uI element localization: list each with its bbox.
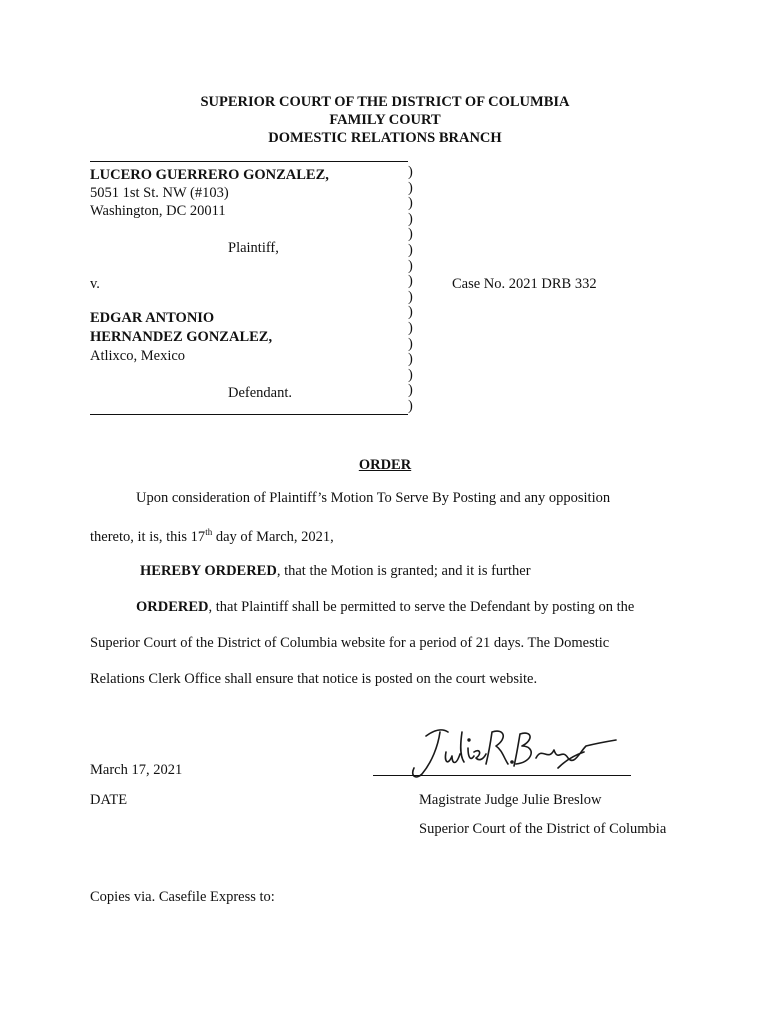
order-paragraph-3-line1 [136, 599, 634, 616]
caption-top-rule [90, 161, 408, 162]
order-title: ORDER [358, 457, 412, 473]
order-paragraph-3-line2: Superior Court of the District of Columbia website for a period of 21 days. The Domestic [90, 635, 610, 651]
order-p1-date-post: day of March, 2021, [212, 528, 334, 545]
signature-line [373, 775, 631, 776]
order-p3-rest: , that Plaintiff shall be permitted to serve the Defendant by posting on the [208, 599, 635, 615]
court-division: FAMILY COURT [329, 112, 441, 128]
order-paragraph-3-line3: Relations Clerk Office shall ensure that notice is posted on the court website. [90, 671, 538, 687]
defendant-name-line1: EDGAR ANTONIO [90, 310, 215, 326]
defendant-address: Atlixco, Mexico [90, 348, 186, 364]
hereby-ordered-text: HEREBY ORDERED [140, 563, 277, 579]
plaintiff-address-line1: 5051 1st St. NW (#103) [90, 185, 229, 201]
order-p1-date-superscript: th [205, 527, 213, 537]
case-number: Case No. 2021 DRB 332 [452, 276, 597, 292]
court-branch: DOMESTIC RELATIONS BRANCH [268, 130, 502, 146]
plaintiff-name: LUCERO GUERRERO GONZALEZ, [90, 167, 329, 183]
defendant-label: Defendant. [228, 385, 293, 401]
order-paragraph-1-line2 [90, 527, 334, 546]
order-p1-date-pre: thereto, it is, this 17 [90, 528, 206, 545]
defendant-name-line2: HERNANDEZ GONZALEZ, [90, 329, 273, 345]
order-p2-rest: , that the Motion is granted; and it is further [276, 563, 531, 579]
date-label: DATE [90, 792, 128, 808]
handwritten-signature [408, 722, 628, 792]
order-paragraph-2 [140, 563, 531, 580]
copies-line: Copies via. Casefile Express to: [90, 889, 275, 905]
caption-paren-column: ) ) ) ) ) ) ) ) ) ) ) ) ) ) ) ) [408, 164, 413, 414]
order-paragraph-1-line1: Upon consideration of Plaintiff’s Motion To Serve By Posting and any opposition [136, 490, 611, 506]
versus-text: v. [90, 276, 100, 292]
caption-bottom-rule [90, 414, 408, 415]
court-name: SUPERIOR COURT OF THE DISTRICT OF COLUMBIA [200, 94, 570, 110]
signer-title: Magistrate Judge Julie Breslow [419, 792, 602, 808]
plaintiff-label: Plaintiff, [228, 240, 279, 256]
ordered-text: ORDERED [136, 599, 209, 615]
plaintiff-address-line2: Washington, DC 20011 [90, 203, 226, 219]
signer-court: Superior Court of the District of Columbia [419, 821, 667, 837]
signature-date: March 17, 2021 [90, 762, 183, 778]
